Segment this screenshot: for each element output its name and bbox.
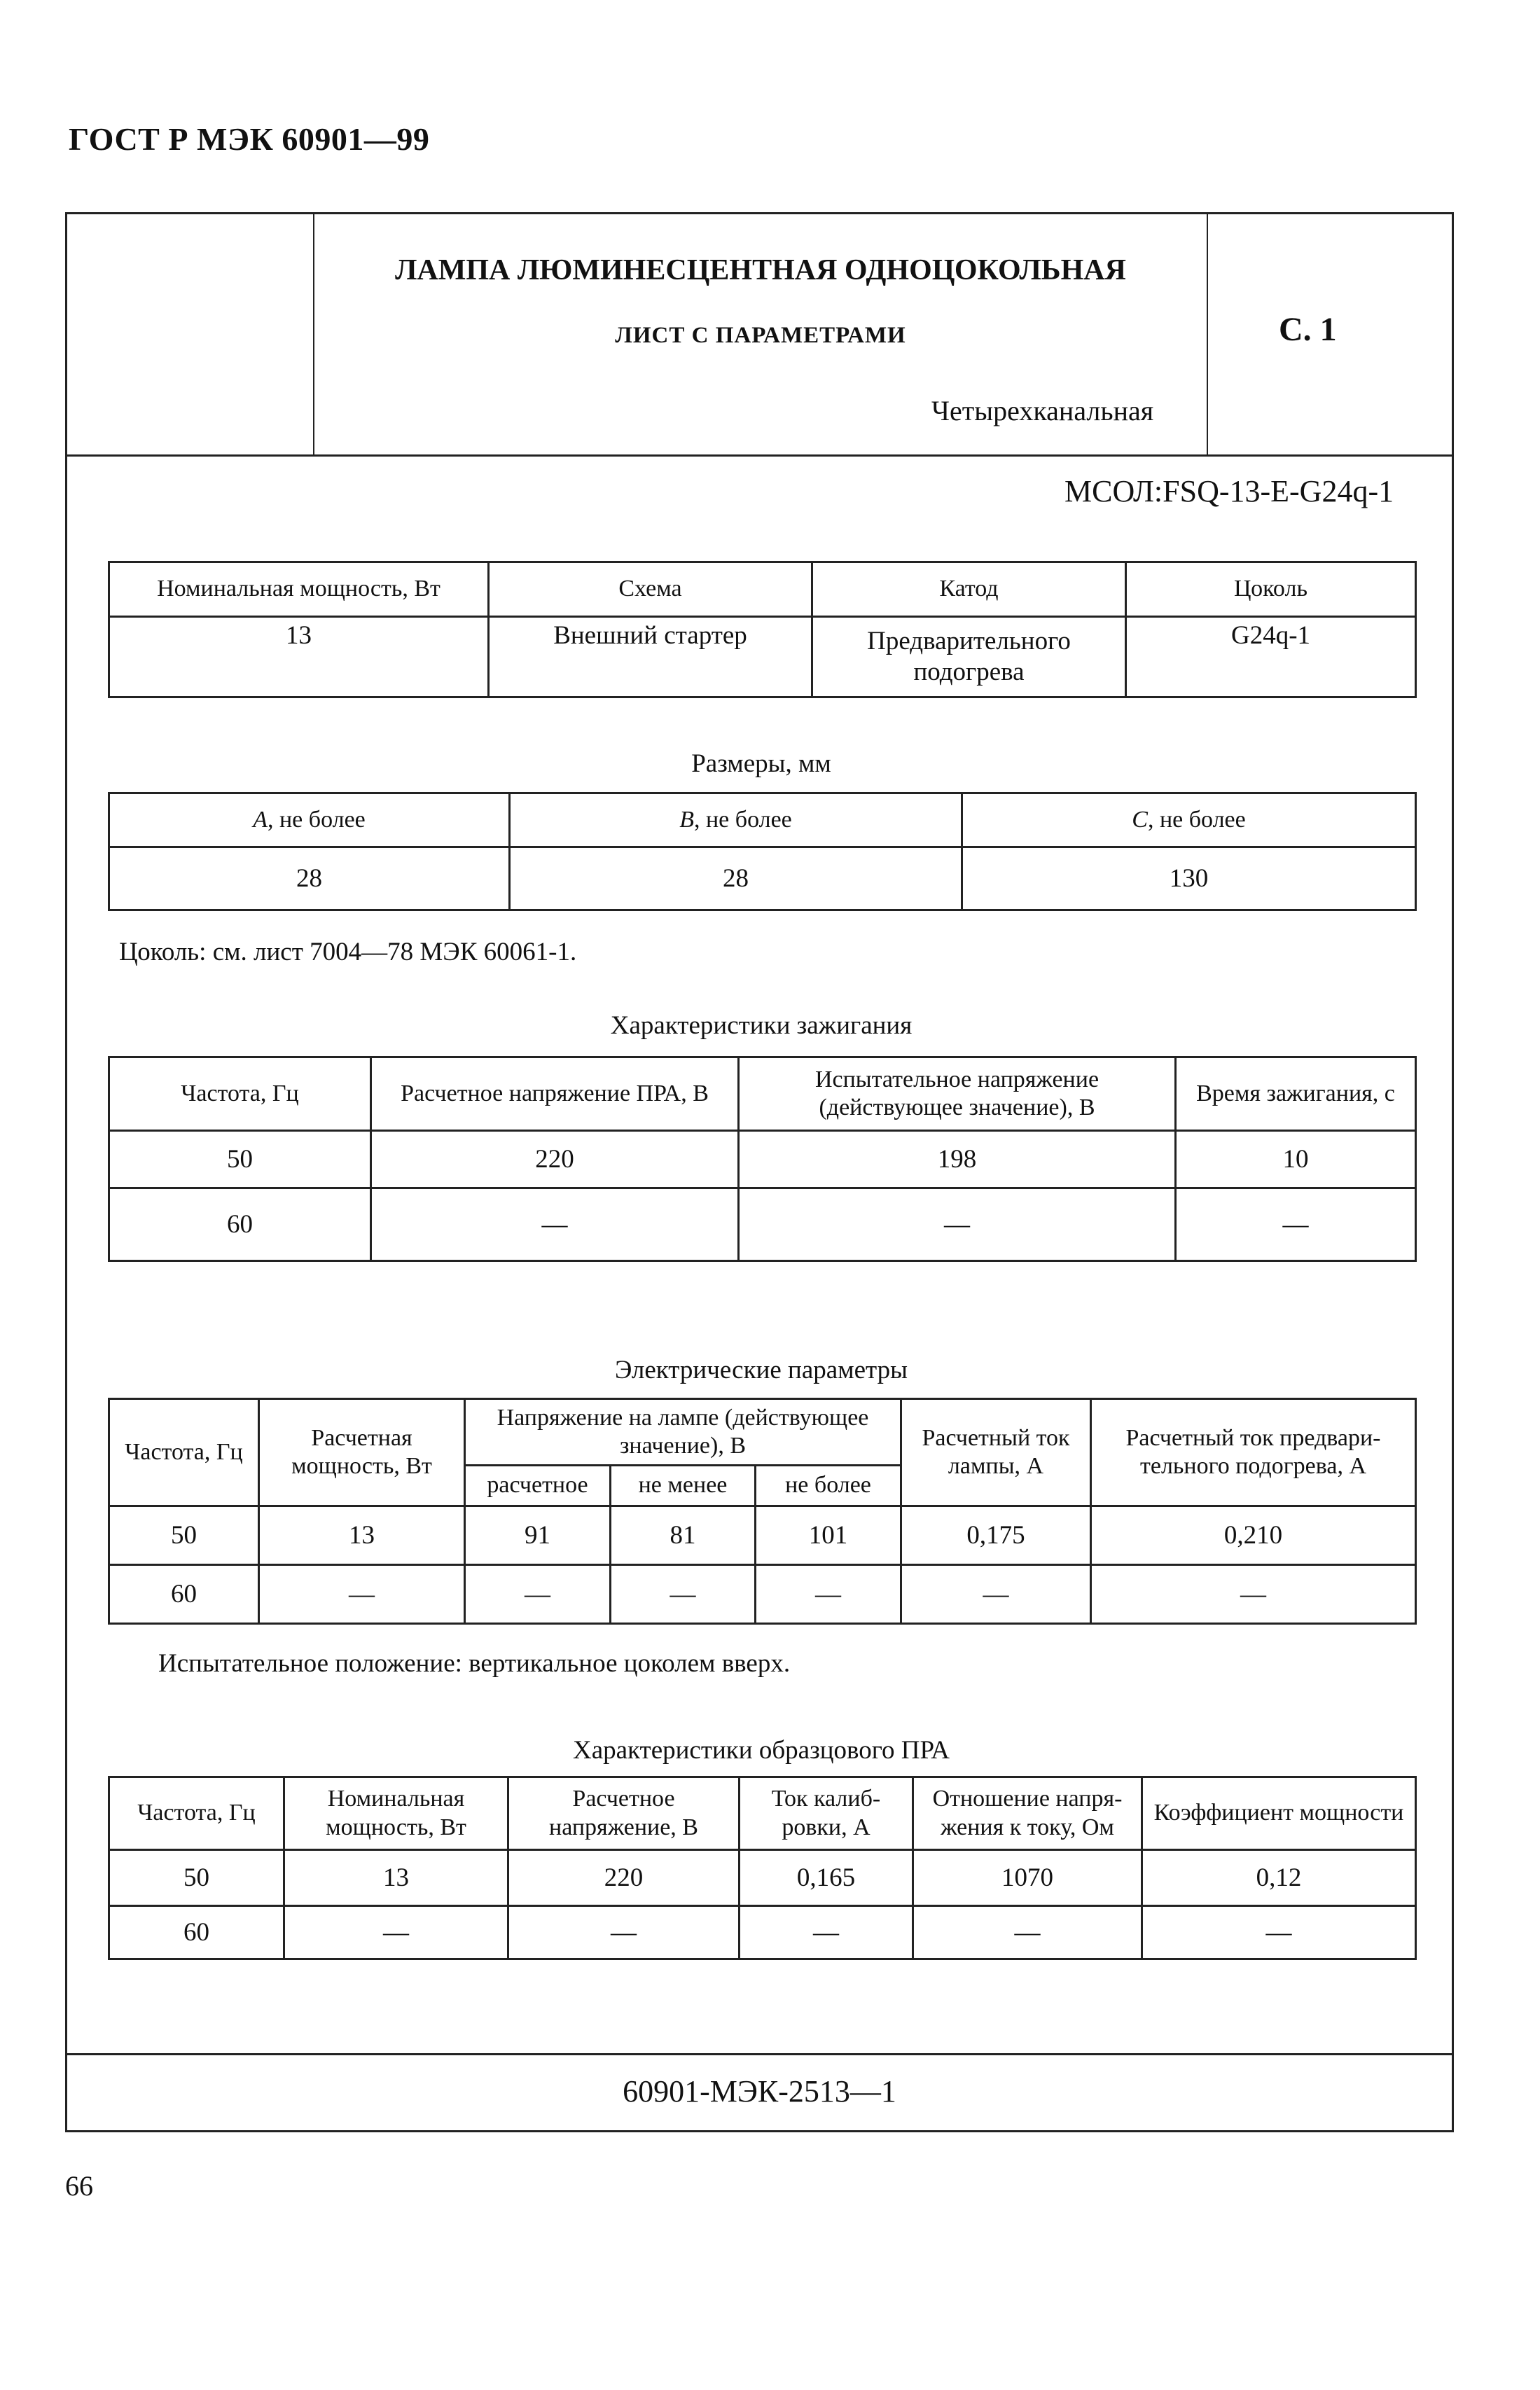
ign-r1-ballast-voltage: 220	[371, 1131, 739, 1188]
bal-r1-power: 13	[284, 1850, 508, 1906]
el-r1-voltage-min: 81	[611, 1506, 756, 1565]
value-dim-c: 130	[962, 847, 1416, 910]
ign-r2-test-voltage: —	[739, 1188, 1176, 1261]
bal-header-calibration-current: Ток калиб-ровки, А	[740, 1777, 913, 1850]
bal-header-voltage: Расчетное напряжение, В	[508, 1777, 740, 1850]
el-header-power: Расчетная мощность, Вт	[259, 1399, 465, 1506]
ign-r2-frequency: 60	[109, 1188, 371, 1261]
el-r2-voltage-max: —	[756, 1565, 901, 1624]
el-r2-preheat-current: —	[1091, 1565, 1416, 1624]
ballast-caption: Характеристики образцового ПРА	[572, 1736, 950, 1765]
bal-r2-power: —	[284, 1906, 508, 1959]
electrical-table	[108, 1398, 1417, 1625]
bal-r2-calibration-current: —	[740, 1906, 913, 1959]
el-r1-lamp-current: 0,175	[901, 1506, 1091, 1565]
el-header-voltage-max: не более	[756, 1466, 901, 1506]
el-header-lamp-current: Расчетный ток лампы, А	[901, 1399, 1091, 1506]
el-r2-voltage-rated: —	[465, 1565, 611, 1624]
el-r1-frequency: 50	[109, 1506, 259, 1565]
sheet-subtitle: ЛИСТ С ПАРАМЕТРАМИ	[615, 323, 906, 348]
value-cathode: Предварительного подогрева	[812, 617, 1126, 697]
lamp-type: Четырехканальная	[931, 395, 1154, 426]
el-r1-preheat-current: 0,210	[1091, 1506, 1416, 1565]
el-r1-power: 13	[259, 1506, 465, 1565]
title-divider-right	[1207, 214, 1208, 456]
footer-rule	[67, 2053, 1452, 2055]
lamp-designation: МСОЛ:FSQ-13-E-G24q-1	[1064, 474, 1394, 508]
electrical-caption: Электрические параметры	[614, 1356, 908, 1384]
header-nominal-power: Номинальная мощность, Вт	[109, 562, 489, 617]
el-r1-voltage-max: 101	[756, 1506, 901, 1565]
bal-r2-voltage-current-ratio: —	[913, 1906, 1142, 1959]
page-number: 66	[65, 2170, 93, 2202]
title-bottom-rule	[67, 454, 1452, 457]
header-cathode: Катод	[812, 562, 1126, 617]
header-dim-b: B, не более	[510, 793, 962, 847]
el-header-frequency: Частота, Гц	[109, 1399, 259, 1506]
bal-r2-voltage: —	[508, 1906, 740, 1959]
ignition-table	[108, 1056, 1417, 1262]
ign-r1-ignition-time: 10	[1176, 1131, 1416, 1188]
ballast-table	[108, 1776, 1417, 1960]
bal-header-frequency: Частота, Гц	[109, 1777, 284, 1850]
el-r2-lamp-current: —	[901, 1565, 1091, 1624]
ign-header-test-voltage: Испытательное напряжение (действующее значение), В	[739, 1057, 1176, 1131]
el-r2-power: —	[259, 1565, 465, 1624]
el-header-voltage-min: не менее	[611, 1466, 756, 1506]
bal-r2-power-factor: —	[1142, 1906, 1416, 1959]
bal-r1-voltage: 220	[508, 1850, 740, 1906]
el-header-voltage-rated: расчетное	[465, 1466, 611, 1506]
dimensions-table	[108, 792, 1417, 911]
header-dim-c: C, не более	[962, 793, 1416, 847]
ign-r1-test-voltage: 198	[739, 1131, 1176, 1188]
value-dim-b: 28	[510, 847, 962, 910]
value-base: G24q-1	[1126, 617, 1416, 697]
header-dim-a: A, не более	[109, 793, 510, 847]
ign-r2-ballast-voltage: —	[371, 1188, 739, 1261]
bal-r1-calibration-current: 0,165	[740, 1850, 913, 1906]
value-dim-a: 28	[109, 847, 510, 910]
test-position-note: Испытательное положение: вертикальное цоколем вверх.	[158, 1649, 791, 1678]
ign-r2-ignition-time: —	[1176, 1188, 1416, 1261]
footer-code: 60901-МЭК-2513—1	[623, 2074, 896, 2108]
el-r1-voltage-rated: 91	[465, 1506, 611, 1565]
ign-r1-frequency: 50	[109, 1131, 371, 1188]
ign-header-ballast-voltage: Расчетное напряжение ПРА, В	[371, 1057, 739, 1131]
bal-header-power: Номинальная мощность, Вт	[284, 1777, 508, 1850]
el-r2-frequency: 60	[109, 1565, 259, 1624]
bal-r1-power-factor: 0,12	[1142, 1850, 1416, 1906]
el-header-voltage-group: Напряжение на лампе (действующее значение), В	[465, 1399, 901, 1466]
document-header: ГОСТ Р МЭК 60901—99	[69, 121, 430, 157]
ignition-caption: Характеристики зажигания	[610, 1011, 913, 1040]
dimensions-caption: Размеры, мм	[691, 749, 831, 778]
ign-header-ignition-time: Время зажигания, с	[1176, 1057, 1416, 1131]
main-parameters-table	[108, 561, 1417, 698]
base-reference-note: Цоколь: см. лист 7004—78 МЭК 60061-1.	[119, 938, 577, 966]
el-header-preheat-current: Расчетный ток предвари-тельного подогрева, А	[1091, 1399, 1416, 1506]
bal-header-power-factor: Коэффициент мощности	[1142, 1777, 1416, 1850]
ign-header-frequency: Частота, Гц	[109, 1057, 371, 1131]
bal-r2-frequency: 60	[109, 1906, 284, 1959]
bal-r1-voltage-current-ratio: 1070	[913, 1850, 1142, 1906]
value-circuit: Внешний стартер	[489, 617, 812, 697]
header-circuit: Схема	[489, 562, 812, 617]
bal-r1-frequency: 50	[109, 1850, 284, 1906]
bal-header-voltage-current-ratio: Отношение напря-жения к току, Ом	[913, 1777, 1142, 1850]
header-base: Цоколь	[1126, 562, 1416, 617]
sheet-title: ЛАМПА ЛЮМИНЕСЦЕНТНАЯ ОДНОЦОКОЛЬНАЯ	[395, 254, 1126, 286]
sheet-number: С. 1	[1279, 311, 1337, 348]
value-nominal-power: 13	[109, 617, 489, 697]
el-r2-voltage-min: —	[611, 1565, 756, 1624]
